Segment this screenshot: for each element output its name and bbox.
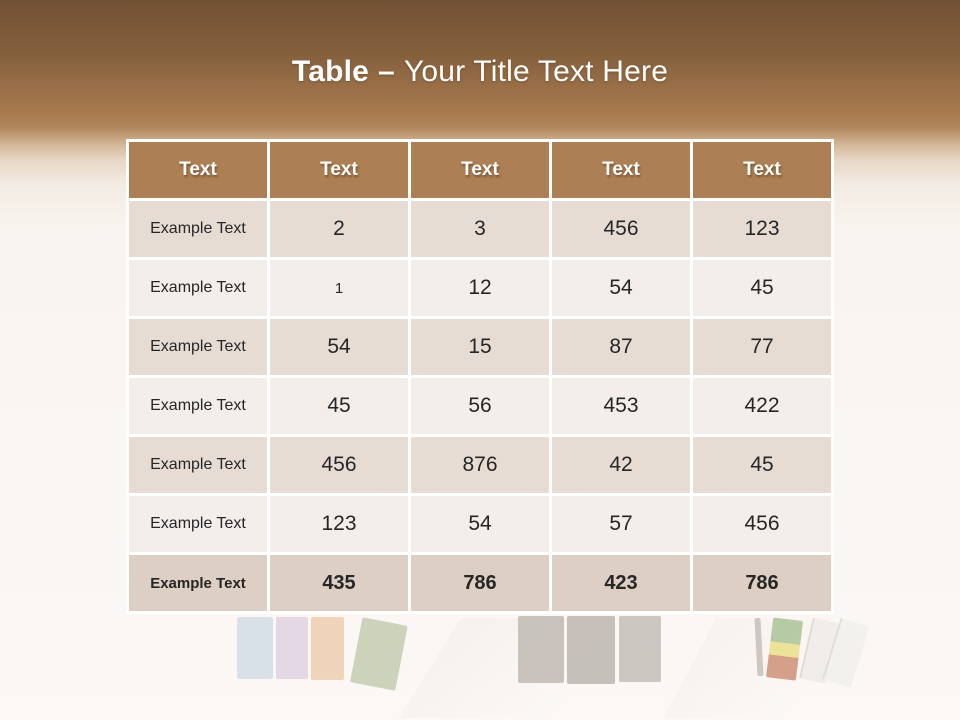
table-cell: 45 [693,437,831,493]
dark-book-2 [567,616,615,684]
total-row [129,555,831,611]
table-container [126,139,834,614]
orange-book [311,617,344,680]
row-label: Example Text [129,319,267,375]
column-header: Text [552,142,690,198]
books-decoration [0,610,960,720]
floor-reflection [663,618,836,718]
row-label: Example Text [129,201,267,257]
table-cell: 45 [270,378,408,434]
title-keyword: Table [291,55,370,88]
table-cell: 45 [693,260,831,316]
lavender-book [276,617,308,679]
table-cell: 456 [693,496,831,552]
table-row [129,319,831,375]
column-header: Text [411,142,549,198]
dark-book-1 [518,616,564,683]
table-cell: 3 [411,201,549,257]
table-cell: 56 [411,378,549,434]
table-cell: 786 [411,555,549,611]
table-row [129,201,831,257]
table-cell: 123 [693,201,831,257]
table-cell: 456 [270,437,408,493]
table-row [129,378,831,434]
table-cell: 15 [411,319,549,375]
table-cell: 423 [552,555,690,611]
slide-title [0,55,960,89]
column-header: Text [129,142,267,198]
table-cell: 77 [693,319,831,375]
table-row [129,437,831,493]
dark-book-edge [754,618,763,676]
table-cell: 422 [693,378,831,434]
table-cell: 54 [270,319,408,375]
title-separator: – [378,55,395,88]
blue-book [237,617,273,679]
table-cell: 57 [552,496,690,552]
row-label: Example Text [129,260,267,316]
table-cell: 435 [270,555,408,611]
table-cell: 12 [411,260,549,316]
row-label: Example Text [129,378,267,434]
table-row [129,496,831,552]
header-row [129,142,831,198]
table-cell: 42 [552,437,690,493]
white-leaning-book-2 [822,618,869,688]
table-cell: 54 [411,496,549,552]
table-cell: 87 [552,319,690,375]
table-cell: 876 [411,437,549,493]
table-cell: 2 [270,201,408,257]
column-header: Text [693,142,831,198]
data-table [126,139,834,614]
column-header: Text [270,142,408,198]
table-cell: 123 [270,496,408,552]
table-cell: 456 [552,201,690,257]
table-row [129,260,831,316]
row-label: Example Text [129,496,267,552]
table-cell: 786 [693,555,831,611]
row-label: Example Text [129,437,267,493]
floor-reflection [399,618,611,718]
title-text: Your Title Text Here [403,55,669,88]
row-label: Example Text [129,555,267,611]
white-leaning-book-1 [799,618,839,684]
table-cell: 1 [270,260,408,316]
dark-book-3 [619,616,661,682]
green-leaning-book [350,617,408,691]
table-cell: 453 [552,378,690,434]
table-cell: 54 [552,260,690,316]
multicolor-leaning-book [766,617,803,680]
